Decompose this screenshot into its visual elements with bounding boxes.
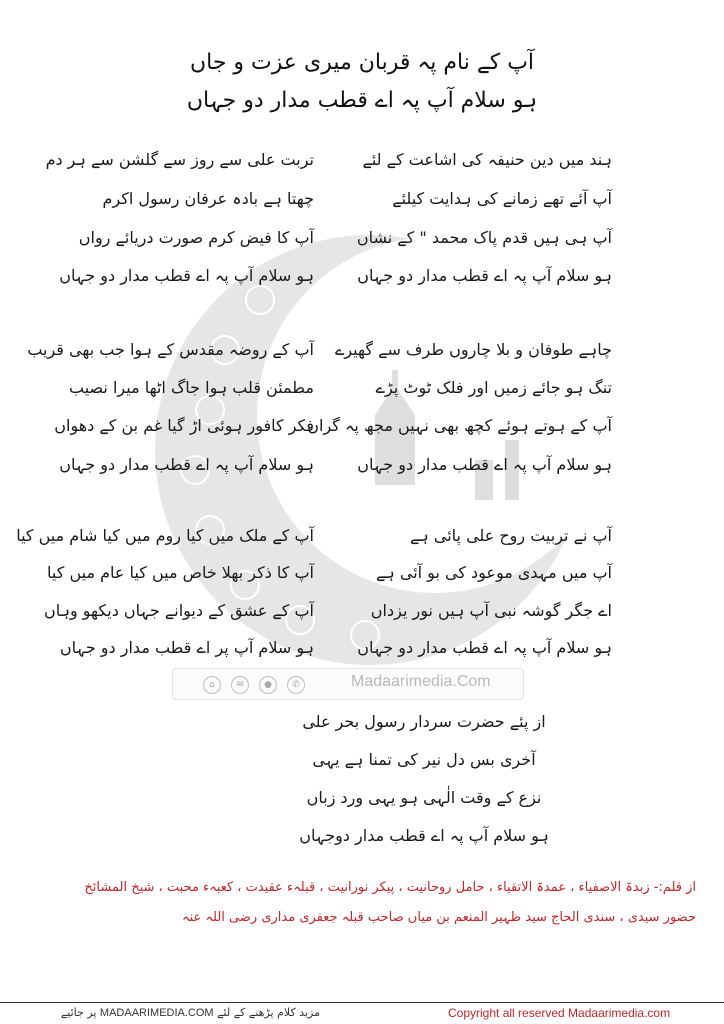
verse-left: آپ کا فیض کرم صورت دریائے رواں <box>78 228 314 247</box>
user-icon: ● <box>259 676 277 694</box>
copyright-notice: Copyright all reserved Madaarimedia.com <box>448 1006 671 1020</box>
verse-right: آپ آئے تھے زمانے کی ہدایت کیلئے <box>392 189 612 208</box>
watermark-site: Madaarimedia.Com <box>351 673 491 690</box>
footer-divider <box>0 1002 724 1003</box>
verse-left: آپ کا ذکر بھلا خاص میں کیا عام میں کیا <box>47 563 314 582</box>
refrain-left: ہو سلام آپ پر اے قطب مدار دو جہاں <box>59 638 314 657</box>
verse-right: آپ ہی ہیں قدم پاک محمد " کے نشاں <box>356 228 612 247</box>
verse-right: ہند میں دین حنیفہ کی اشاعت کے لئے <box>362 150 612 169</box>
footer-site-link[interactable]: MADAARIMEDIA.COM <box>99 1007 214 1019</box>
poem-title-line-1: آپ کے نام پہ قربان میری عزت و جاں <box>189 50 535 75</box>
verse-left: فکر کافور ہوئی اڑ گیا غم بن کے دھواں <box>54 416 314 435</box>
refrain-right: ہو سلام آپ پہ اے قطب مدار دو جہاں <box>357 455 612 474</box>
verse-right: آپ نے تربیت روح علی پائی ہے <box>410 526 612 545</box>
more-text-after: پر جائیے <box>60 1006 97 1019</box>
author-credit-line-1: از قلم:- زبدۃ الاصفیاء ، عمدۃ الاتقیاء ، حامل روحانیت ، پیکر نورانیت ، قبلہء عقیدت ، کعبہء محبت ، شیخ المشائخ <box>84 880 696 895</box>
closing-line: آخری بس دل نیر کی تمنا ہے یہی <box>312 750 536 769</box>
poem-title-line-2: ہو سلام آپ پہ اے قطب مدار دو جہاں <box>186 88 538 113</box>
verse-right: چاہے طوفان و بلا چاروں طرف سے گھیرے <box>334 340 612 359</box>
verse-right: آپ کے ہوتے ہوئے کچھ بھی نہیں مجھ پہ گراں <box>307 416 612 435</box>
verse-right: تنگ ہو جائے زمیں اور فلک ٹوٹ پڑے <box>375 378 612 397</box>
refrain-right: ہو سلام آپ پہ اے قطب مدار دو جہاں <box>357 266 612 285</box>
refrain-left: ہو سلام آپ پہ اے قطب مدار دو جہاں <box>59 455 314 474</box>
verse-right: اے جگر گوشہ نبی آپ ہیں نور یزداں <box>370 601 612 620</box>
refrain-left: ہو سلام آپ پہ اے قطب مدار دو جہاں <box>59 266 314 285</box>
refrain-right: ہو سلام آپ پہ اے قطب مدار دو جہاں <box>357 638 612 657</box>
home-icon: ⌂ <box>203 676 221 694</box>
closing-line: نزع کے وقت الٰہی ہو یہی ورد زباں <box>306 788 542 807</box>
verse-left: مطمئن قلب ہوا جاگ اٹھا میرا نصیب <box>69 378 314 397</box>
verse-left: آپ کے روضہ مقدس کے ہوا جب بھی قریب <box>27 340 314 359</box>
phone-icon: ✆ <box>287 676 305 694</box>
more-text-before: مزید کلام پڑھنے کے لئے <box>217 1006 320 1019</box>
mail-icon: ✉ <box>231 676 249 694</box>
verse-right: آپ میں مہدی موعود کی بو آئی ہے <box>376 563 612 582</box>
closing-line: ہو سلام آپ پہ اے قطب مدار دوجہاں <box>299 826 549 845</box>
verse-left: تربت علی سے روز سے گلشن سے ہر دم <box>45 150 314 169</box>
watermark-bar <box>172 668 524 700</box>
closing-line: از پئے حضرت سردار رسول بحر علی <box>302 712 546 731</box>
more-poetry-note <box>0 1006 320 1019</box>
author-credit-line-2: حضور سیدی ، سندی الحاج سید ظہیر المنعم بن میاں صاحب قبلہ جعفری مداری رضی اللہ عنہ <box>182 910 696 925</box>
verse-left: آپ کے ملک میں کیا روم میں کیا شام میں کیا <box>16 526 314 545</box>
verse-left: چھتا ہے بادہ عرفان رسول اکرم <box>102 189 314 208</box>
verse-left: آپ کے عشق کے دیوانے جہاں دیکھو وہاں <box>43 601 314 620</box>
